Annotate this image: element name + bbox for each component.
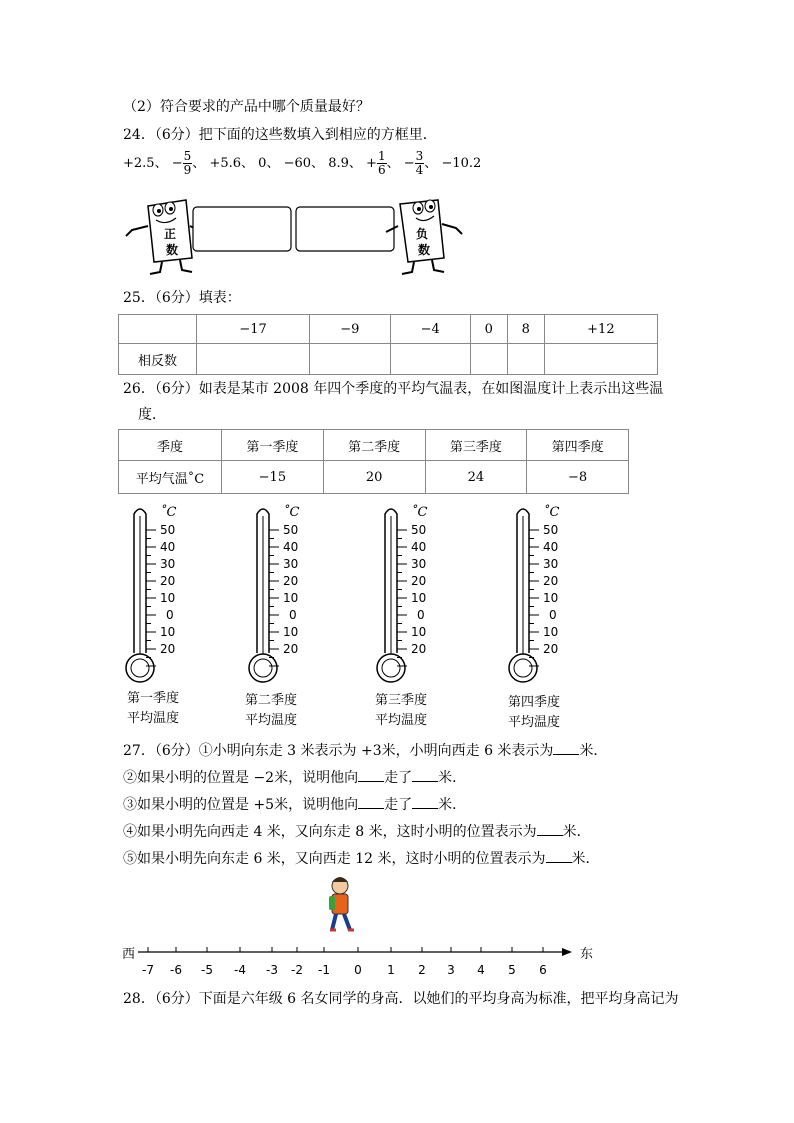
answer-blank[interactable] [537, 823, 563, 836]
negative-answer-box[interactable] [296, 207, 394, 251]
q27-line2-end: 米． [438, 770, 467, 786]
celsius-unit-label: ˚C [283, 505, 300, 520]
scale-label: 20 [543, 574, 559, 588]
q25-header-cell: −4 [390, 315, 470, 344]
minus-sign: − [171, 156, 183, 171]
q27-line3-mid: 走了 [384, 797, 413, 813]
scale-label: 30 [411, 557, 427, 571]
scale-label: 10 [160, 625, 176, 639]
q25-answer-cell[interactable] [197, 344, 310, 375]
negative-card-character [386, 200, 462, 274]
q26-table [118, 429, 629, 494]
axis-tick-label: 5 [508, 963, 516, 977]
scale-label: 10 [411, 591, 427, 605]
axis-tick-label: 3 [447, 963, 455, 977]
answer-blank[interactable] [358, 796, 384, 809]
q27-line4-end: 米． [562, 824, 591, 840]
q24-illustration [118, 196, 468, 278]
scale-label: 20 [411, 642, 427, 656]
q26-value-cell: −8 [527, 461, 629, 494]
q27-line4-text: ④如果小明先向西走 4 米，又向东走 8 米，这时小明的位置表示为 [123, 824, 537, 840]
xiaoming-figure [329, 877, 354, 930]
q25-table [118, 314, 658, 375]
thermometers [110, 498, 610, 688]
positive-answer-box[interactable] [193, 207, 291, 251]
axis-tick-label: 0 [354, 963, 362, 977]
scale-label: 10 [543, 625, 559, 639]
scale-label: 50 [160, 523, 176, 537]
caption-line: 第一季度 [126, 691, 179, 706]
thermometer-4[interactable] [509, 504, 560, 682]
q25-header-cell: +12 [544, 315, 657, 344]
number: +2.5 [123, 156, 155, 171]
caption-line: 第四季度 [507, 695, 560, 710]
caption-line: 第二季度 [244, 693, 297, 708]
thermometer-3[interactable] [377, 504, 428, 682]
q27-line2 [123, 767, 466, 787]
q26-header-cell: 第四季度 [527, 430, 629, 461]
plus-sign: + [366, 156, 377, 171]
q27-line2-mid: 走了 [384, 770, 413, 786]
arrow-right-icon [562, 948, 572, 956]
q26-value-cell: 20 [323, 461, 425, 494]
axis-tick-label: -1 [318, 963, 330, 977]
separator: 、 [424, 156, 438, 171]
caption-line: 第三季度 [374, 693, 427, 708]
thermometer-caption-3 [366, 691, 436, 731]
scale-label: 10 [543, 591, 559, 605]
scale-label: 0 [166, 608, 174, 622]
axis-tick-label: -2 [291, 963, 303, 977]
scale-label: 30 [160, 557, 176, 571]
celsius-unit-label: ˚C [160, 505, 177, 520]
scale-label: 30 [543, 557, 559, 571]
scale-label: 40 [411, 540, 427, 554]
q26-title-line2: 度． [138, 407, 166, 423]
scale-label: 50 [543, 523, 559, 537]
axis-tick-label: -7 [142, 963, 154, 977]
q25-header-cell [119, 315, 197, 344]
q26-header-cell: 第三季度 [425, 430, 527, 461]
q25-answer-cell[interactable] [390, 344, 470, 375]
q28-title: 28．（6分）下面是六年级 6 名女同学的身高．以她们的平均身高为标准，把平均身高记为 [123, 991, 679, 1007]
scale-label: 50 [283, 523, 299, 537]
q27-line1-end: 米． [579, 743, 608, 759]
scale-label: 20 [160, 642, 176, 656]
caption-line: 平均温度 [374, 713, 427, 728]
thermometer-caption-2 [236, 691, 306, 731]
q26-header-cell: 季度 [119, 430, 222, 461]
scale-label: 40 [543, 540, 559, 554]
axis-tick-label: -6 [170, 963, 182, 977]
q25-header-cell: 0 [470, 315, 507, 344]
q25-answer-cell[interactable] [470, 344, 507, 375]
separator: 、 [154, 156, 168, 171]
q27-line3-text: ③如果小明的位置是 +5米，说明他向 [123, 797, 359, 813]
celsius-unit-label: ˚C [411, 505, 428, 520]
axis-tick-label: 4 [477, 963, 485, 977]
scale-label: 10 [283, 591, 299, 605]
caption-line: 平均温度 [507, 715, 560, 730]
fraction: $\frac{3}{4}$ [415, 149, 424, 177]
q27-line5-text: ⑤如果小明先向东走 6 米，又向西走 12 米，这时小明的位置表示为 [123, 851, 546, 867]
answer-blank[interactable] [546, 850, 572, 863]
q26-header-cell: 第二季度 [323, 430, 425, 461]
answer-blank[interactable] [412, 796, 438, 809]
answer-blank[interactable] [358, 769, 384, 782]
axis-tick-label: -4 [234, 963, 246, 977]
answer-blank[interactable] [412, 769, 438, 782]
q25-answer-cell[interactable] [544, 344, 657, 375]
scale-label: 10 [283, 625, 299, 639]
q25-row-label: 相反数 [119, 344, 197, 375]
scale-label: 20 [160, 574, 176, 588]
west-label: 西 [122, 947, 136, 962]
q25-header-cell: −17 [197, 315, 310, 344]
q27-line2-text: ②如果小明的位置是 −2米，说明他向 [123, 770, 359, 786]
q25-answer-cell[interactable] [310, 344, 390, 375]
thermometer-caption-4 [499, 693, 569, 733]
q26-header-cell: 第一季度 [222, 430, 324, 461]
scale-label: 0 [549, 608, 557, 622]
minus-sign: − [403, 156, 415, 171]
scale-label: 10 [411, 625, 427, 639]
negative-char-1: 负 [416, 227, 429, 241]
scale-label: 20 [283, 642, 299, 656]
q25-header-cell: −9 [310, 315, 390, 344]
negative-char-2: 数 [418, 243, 431, 257]
fraction: $\frac{5}{9}$ [183, 149, 192, 177]
q24-title: 24．（6分）把下面的这些数填入到相应的方框里． [123, 127, 437, 143]
q26-value-cell: 24 [425, 461, 527, 494]
scale-label: 0 [289, 608, 297, 622]
caption-line: 平均温度 [244, 713, 297, 728]
separator: 、 [311, 156, 325, 171]
q23-part2-text: （2）符合要求的产品中哪个质量最好？ [123, 99, 370, 115]
q25-answer-cell[interactable] [507, 344, 544, 375]
scale-label: 30 [283, 557, 299, 571]
q27-line4 [123, 821, 591, 841]
q26-value-cell: −15 [222, 461, 324, 494]
scale-label: 20 [543, 642, 559, 656]
positive-card-character [126, 200, 202, 274]
separator: 、 [192, 156, 206, 171]
number: 8.9 [328, 156, 349, 171]
q27-line5-end: 米． [571, 851, 600, 867]
fraction: $\frac{1}{6}$ [377, 149, 386, 177]
separator: 、 [386, 156, 400, 171]
answer-blank[interactable] [553, 742, 579, 755]
separator: 、 [241, 156, 255, 171]
scale-label: 20 [283, 574, 299, 588]
thermometer-1[interactable] [126, 504, 177, 682]
scale-label: 40 [160, 540, 176, 554]
axis-tick-label: -3 [266, 963, 278, 977]
scale-label: 20 [411, 574, 427, 588]
scale-label: 40 [283, 540, 299, 554]
q27-line1 [123, 740, 607, 760]
axis-tick-label: 1 [387, 963, 395, 977]
number: 0 [258, 156, 267, 171]
scale-label: 0 [417, 608, 425, 622]
scale-label: 10 [160, 591, 176, 605]
number: −10.2 [441, 156, 482, 171]
q25-header-cell: 8 [507, 315, 544, 344]
axis-tick-label: -5 [201, 963, 213, 977]
axis-tick-label: 2 [418, 963, 426, 977]
q26-title-line1: 26．（6分）如表是某市 2008 年四个季度的平均气温表，在如图温度计上表示出这些温 [123, 381, 664, 397]
separator: 、 [266, 156, 280, 171]
q24-number-list [123, 150, 481, 177]
number-line-figure [118, 872, 598, 982]
number: −60 [283, 156, 312, 171]
q27-line1-text: 27．（6分）①小明向东走 3 米表示为 +3米，小明向西走 6 米表示为 [123, 743, 554, 759]
thermometer-caption-1 [118, 689, 188, 729]
scale-label: 50 [411, 523, 427, 537]
q25-title: 25．（6分）填表： [123, 290, 241, 306]
positive-char-1: 正 [164, 227, 177, 241]
q27-line3 [123, 794, 466, 814]
caption-line: 平均温度 [126, 711, 179, 726]
q27-line3-end: 米． [438, 797, 467, 813]
positive-char-2: 数 [166, 243, 179, 257]
q27-line5 [123, 848, 600, 868]
celsius-unit-label: ˚C [543, 505, 560, 520]
q26-row-label: 平均气温˚C [119, 461, 222, 494]
separator: 、 [348, 156, 362, 171]
axis-tick-label: 6 [539, 963, 547, 977]
thermometer-2[interactable] [249, 504, 300, 682]
number: +5.6 [209, 156, 242, 171]
east-label: 东 [580, 947, 594, 962]
